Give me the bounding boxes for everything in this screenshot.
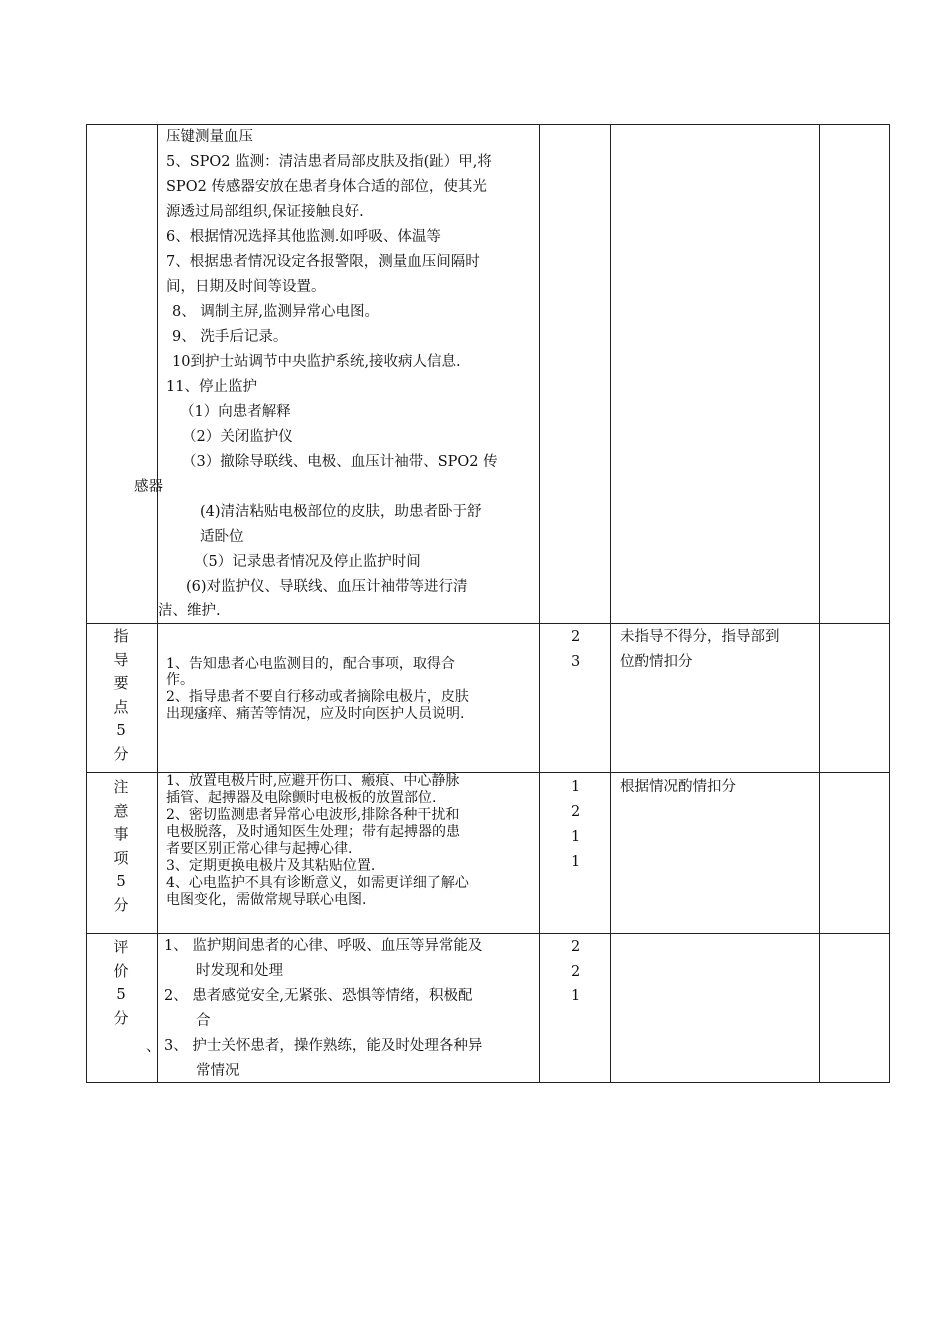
- table-divider-score: [610, 124, 611, 1083]
- procedure-line: 11、停止监护: [166, 379, 257, 395]
- precaution-score: 1: [571, 829, 581, 845]
- category-char: 导: [113, 650, 129, 669]
- precaution-line: 电图变化，需做常规导联心电图.: [166, 892, 367, 908]
- guidance-score: 2: [571, 629, 581, 645]
- procedure-line: 6、根据情况选择其他监测.如呼吸、体温等: [166, 229, 441, 245]
- evaluation-line: 合: [196, 1013, 211, 1029]
- evaluation-line: 1、 监护期间患者的心律、呼吸、血压等异常能及: [164, 938, 483, 954]
- procedure-line: (6)对监护仪、导联线、血压计袖带等进行清: [186, 579, 468, 595]
- evaluation-score: 2: [571, 964, 581, 980]
- evaluation-line: 2、 患者感觉安全,无紧张、恐惧等情绪，积极配: [164, 988, 473, 1004]
- guidance-line: 出现瘙痒、痛苦等情况，应及时向医护人员说明.: [166, 706, 465, 722]
- category-char: 5: [116, 985, 126, 1003]
- procedure-line: （3）撤除导联线、电极、血压计袖带、SPO2 传: [182, 454, 498, 470]
- category-char: 意: [113, 801, 129, 820]
- precaution-line: 电极脱落，及时通知医生处理；带有起搏器的患: [166, 824, 460, 840]
- category-char: 分: [113, 744, 129, 763]
- table-border-top: [86, 124, 890, 125]
- precautions-category: [86, 776, 156, 917]
- procedure-line: 8、 调制主屏,监测异常心电图。: [172, 304, 379, 320]
- guidance-score: 3: [571, 654, 581, 670]
- category-char: 价: [113, 961, 129, 980]
- procedure-line: 9、 洗手后记录。: [172, 329, 288, 345]
- precaution-score: 2: [571, 804, 581, 820]
- guidance-deduction: 未指导不得分，指导部到: [620, 629, 780, 645]
- evaluation-score: 2: [571, 939, 581, 955]
- table-divider-content: [539, 124, 540, 1083]
- procedure-line: 洁、维护.: [158, 603, 221, 619]
- evaluation-line: 时发现和处理: [196, 963, 283, 979]
- precaution-line: 3、定期更换电极片及其粘贴位置.: [166, 858, 376, 874]
- guidance-line: 2、指导患者不要自行移动或者摘除电极片，皮肤: [166, 689, 469, 705]
- table-border-bottom: [86, 1082, 890, 1083]
- category-char: 分: [113, 1008, 129, 1027]
- guidance-category: [86, 625, 156, 766]
- precaution-line: 4、心电监护不具有诊断意义，如需更详细了解心: [166, 875, 469, 891]
- procedure-line: （5）记录患者情况及停止监护时间: [194, 554, 421, 570]
- evaluation-category: [86, 936, 156, 1030]
- category-char: 5: [116, 721, 126, 739]
- table-row-divider: [86, 933, 890, 934]
- category-char: 5: [116, 872, 126, 890]
- precaution-line: 1、放置电极片时,应避开伤口、瘢痕、中心静脉: [166, 773, 460, 789]
- procedure-line: 10到护士站调节中央监护系统,接收病人信息.: [172, 354, 461, 370]
- procedure-line: 压键测量血压: [166, 129, 253, 145]
- guidance-line: 1、告知患者心电监测目的，配合事项，取得合: [166, 656, 455, 672]
- evaluation-score: 1: [571, 988, 581, 1004]
- category-char: 评: [113, 938, 129, 956]
- precaution-deduction: 根据情况酌情扣分: [620, 779, 736, 795]
- procedure-line: SPO2 传感器安放在患者身体合适的部位，使其光: [166, 179, 487, 195]
- evaluation-line: 常情况: [196, 1063, 240, 1079]
- category-char: 点: [113, 697, 129, 716]
- procedure-line: 间，日期及时间等设置。: [166, 279, 326, 295]
- procedure-line: (4)清洁粘贴电极部位的皮肤，助患者卧于舒: [200, 504, 482, 520]
- procedure-line: （1）向患者解释: [180, 404, 291, 420]
- table-border-right: [889, 124, 890, 1083]
- precaution-line: 2、密切监测患者异常心电波形,排除各种干扰和: [166, 807, 460, 823]
- procedure-line: 源透过局部组织,保证接触良好.: [166, 204, 364, 220]
- guidance-line: 作。: [166, 672, 194, 688]
- category-char: 要: [113, 674, 129, 692]
- precaution-score: 1: [571, 854, 581, 870]
- evaluation-stray-mark: 、: [146, 1039, 161, 1055]
- category-char: 事: [113, 825, 129, 843]
- procedure-line: 7、根据患者情况设定各报警限，测量血压间隔时: [166, 254, 480, 270]
- table-row-divider: [86, 623, 890, 624]
- category-char: 项: [113, 848, 129, 867]
- table-divider-deduction: [819, 124, 820, 1083]
- evaluation-line: 3、 护士关怀患者，操作熟练，能及时处理各种异: [164, 1038, 483, 1054]
- category-char: 指: [113, 627, 129, 645]
- procedure-line: （2）关闭监护仪: [182, 429, 293, 445]
- guidance-deduction: 位酌情扣分: [620, 654, 693, 670]
- precaution-score: 1: [571, 779, 581, 795]
- category-char: 分: [113, 895, 129, 914]
- precaution-line: 插管、起搏器及电除颤时电极板的放置部位.: [166, 790, 437, 806]
- procedure-line: 适卧位: [200, 529, 244, 545]
- procedure-line: 5、SPO2 监测：清洁患者局部皮肤及指(趾）甲,将: [166, 154, 492, 170]
- category-char: 注: [113, 778, 129, 796]
- precaution-line: 者要区别正常心律与起搏心律.: [166, 841, 353, 857]
- procedure-line: 感器: [134, 479, 163, 495]
